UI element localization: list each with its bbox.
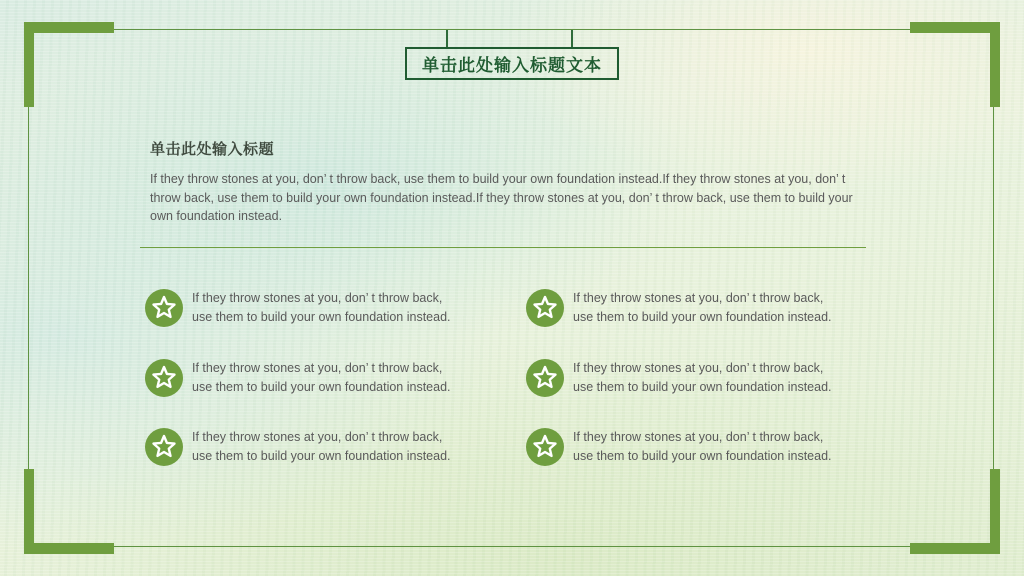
list-item-text: If they throw stones at you, don’ t throw back, use them to build your own foundation instead.: [573, 291, 832, 324]
list-item-text: If they throw stones at you, don’ t throw back, use them to build your own foundation instead.: [192, 291, 451, 324]
corner-bracket-bottom-left: [24, 469, 114, 554]
star-icon: [145, 289, 183, 327]
list-item: [145, 359, 495, 397]
corner-bracket-bottom-right: [910, 469, 1000, 554]
list-item-text: If they throw stones at you, don’ t throw back, use them to build your own foundation instead.: [192, 361, 451, 394]
list-item: [145, 289, 495, 327]
section-divider-line: [140, 247, 866, 248]
list-item-text: If they throw stones at you, don’ t throw back, use them to build your own foundation instead.: [573, 361, 832, 394]
corner-bracket-top-right: [910, 22, 1000, 107]
title-connector-right: [571, 30, 573, 48]
list-item-text: If they throw stones at you, don’ t throw back, use them to build your own foundation instead.: [573, 430, 832, 463]
slide-title-box: [405, 47, 619, 80]
title-connector-left: [446, 30, 448, 48]
list-item: [145, 428, 495, 466]
star-icon: [145, 359, 183, 397]
list-item: [526, 289, 876, 327]
star-icon: [526, 359, 564, 397]
section-heading: 单击此处输入标题: [150, 141, 275, 158]
corner-bracket-top-left: [24, 22, 114, 107]
list-item-text: If they throw stones at you, don’ t throw back, use them to build your own foundation instead.: [192, 430, 451, 463]
slide-title-text: 单击此处输入标题文本: [422, 56, 602, 75]
star-icon: [526, 428, 564, 466]
section-body-paragraph: If they throw stones at you, don’ t throw back, use them to build your own foundation instead.If they throw stones at you, don’ t throw back, use them to build your own foundation instead.If they throw stones at you, don’ t throw back, use them to build your own foundation instead.: [150, 172, 853, 223]
star-icon: [526, 289, 564, 327]
list-item: [526, 359, 876, 397]
frame-border: [28, 29, 994, 547]
star-icon: [145, 428, 183, 466]
list-item: [526, 428, 876, 466]
